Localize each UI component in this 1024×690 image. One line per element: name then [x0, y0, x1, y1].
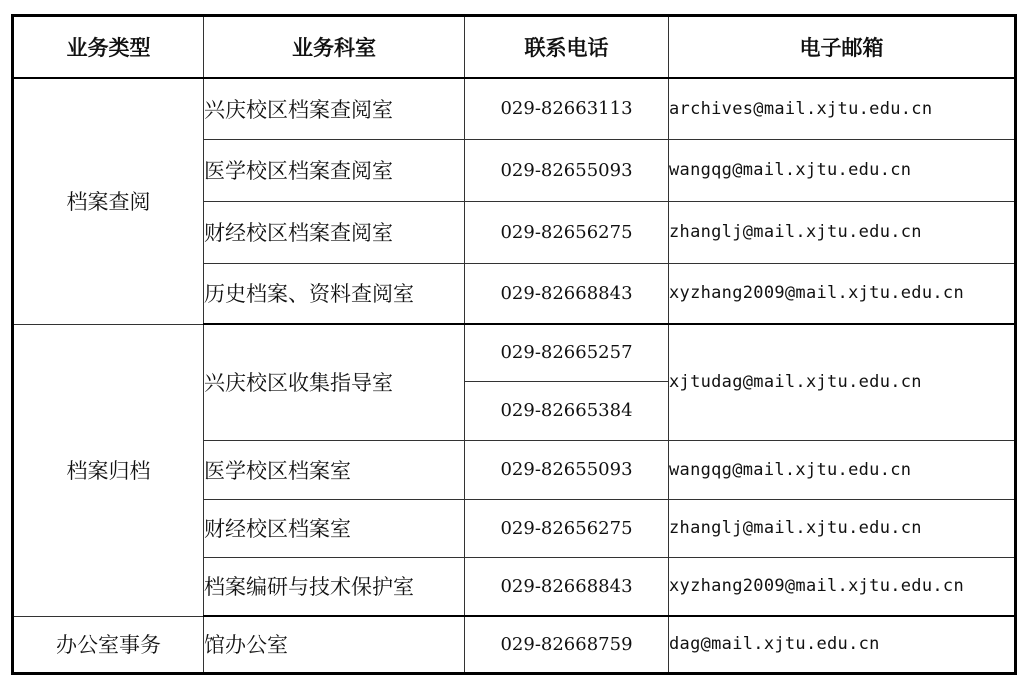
phone-cell: 029-82668759: [465, 616, 669, 673]
email-link[interactable]: zhanglj@mail.xjtu.edu.cn: [669, 499, 1016, 557]
phone-cell: 029-82656275: [465, 499, 669, 557]
email-link[interactable]: wangqg@mail.xjtu.edu.cn: [669, 440, 1016, 499]
email-link[interactable]: wangqg@mail.xjtu.edu.cn: [669, 139, 1016, 201]
phone-cell: 029-82665257: [465, 324, 669, 381]
header-row: [13, 16, 1016, 79]
phone-cell: 029-82656275: [465, 201, 669, 263]
email-link[interactable]: archives@mail.xjtu.edu.cn: [669, 78, 1016, 139]
email-link[interactable]: dag@mail.xjtu.edu.cn: [669, 616, 1016, 673]
business-type-cell: 办公室事务: [13, 616, 204, 673]
office-cell: 历史档案、资料查阅室: [204, 263, 465, 324]
office-cell: 档案编研与技术保护室: [204, 557, 465, 616]
email-link[interactable]: xjtudag@mail.xjtu.edu.cn: [669, 324, 1016, 440]
table-row: [13, 78, 1016, 139]
email-link[interactable]: zhanglj@mail.xjtu.edu.cn: [669, 201, 1016, 263]
phone-cell: 029-82655093: [465, 440, 669, 499]
office-cell: 医学校区档案查阅室: [204, 139, 465, 201]
office-cell: 馆办公室: [204, 616, 465, 673]
business-type-cell: 档案查阅: [13, 78, 204, 324]
header-business-type: 业务类型: [13, 16, 204, 79]
email-link[interactable]: xyzhang2009@mail.xjtu.edu.cn: [669, 557, 1016, 616]
office-cell: 财经校区档案查阅室: [204, 201, 465, 263]
phone-cell: 029-82655093: [465, 139, 669, 201]
phone-cell: 029-82663113: [465, 78, 669, 139]
office-cell: 兴庆校区档案查阅室: [204, 78, 465, 139]
header-email: 电子邮箱: [669, 16, 1016, 79]
phone-cell: 029-82665384: [465, 381, 669, 440]
header-business-office: 业务科室: [204, 16, 465, 79]
header-phone: 联系电话: [465, 16, 669, 79]
office-cell: 兴庆校区收集指导室: [204, 324, 465, 440]
office-cell: 财经校区档案室: [204, 499, 465, 557]
table-row: [13, 324, 1016, 381]
phone-cell: 029-82668843: [465, 557, 669, 616]
business-type-cell: 档案归档: [13, 324, 204, 616]
email-link[interactable]: xyzhang2009@mail.xjtu.edu.cn: [669, 263, 1016, 324]
contact-table: [11, 14, 1017, 675]
table-row: [13, 616, 1016, 673]
phone-cell: 029-82668843: [465, 263, 669, 324]
office-cell: 医学校区档案室: [204, 440, 465, 499]
